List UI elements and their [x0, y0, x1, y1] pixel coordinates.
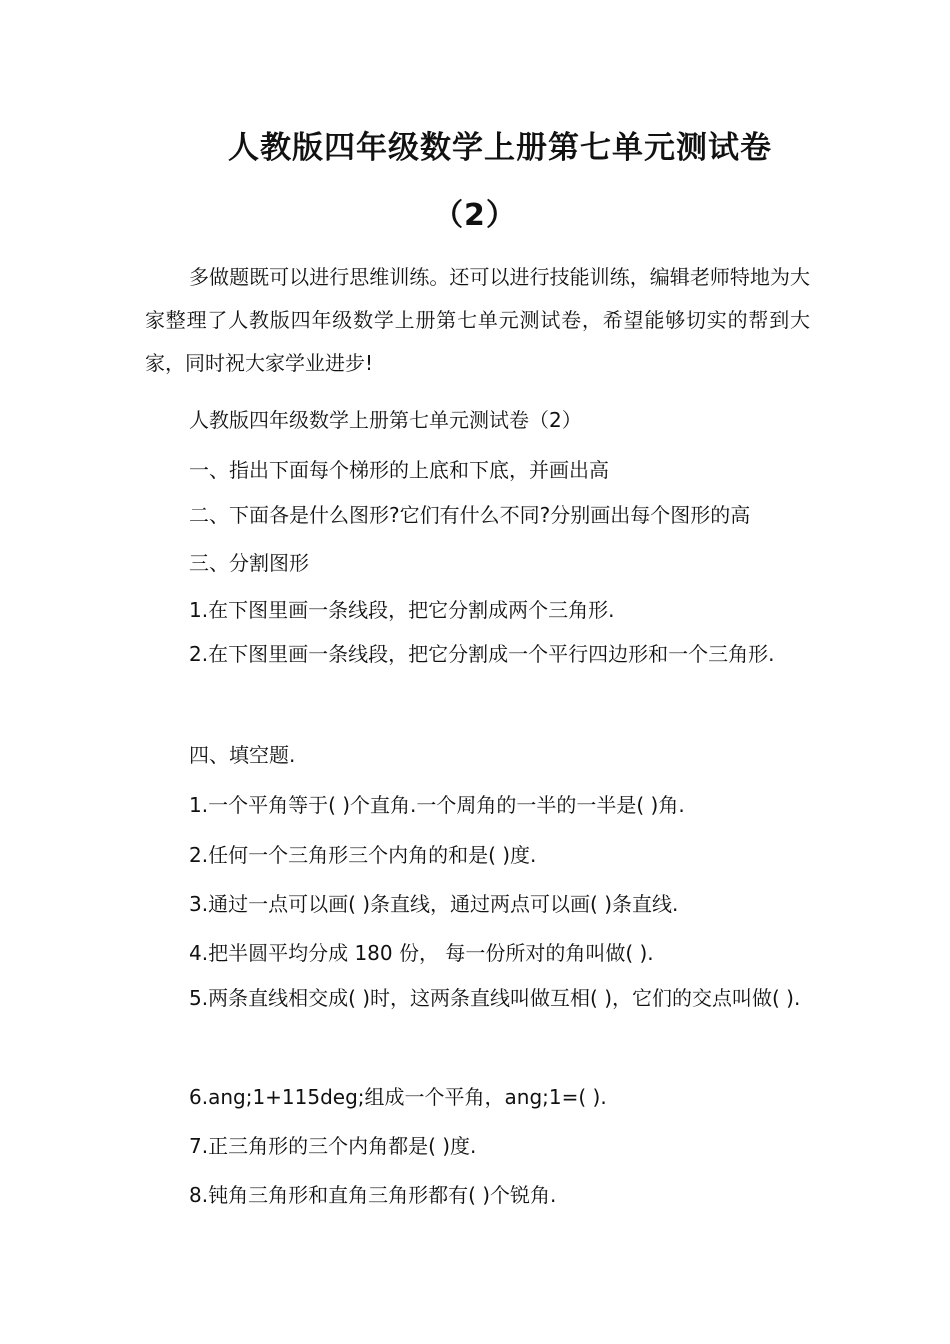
section-4-heading: 四、填空题.	[189, 743, 296, 767]
section-2-heading: 二、下面各是什么图形?它们有什么不同?分别画出每个图形的高	[189, 503, 751, 527]
intro-paragraph: 多做题既可以进行思维训练。还可以进行技能训练，编辑老师特地为大家整理了人教版四年级数学上册第七单元测试卷，希望能够切实的帮到大家，同时祝大家学业进步!	[145, 265, 810, 375]
document-title-number: （2）	[433, 198, 517, 233]
section-4-question-5: 5.两条直线相交成( )时，这两条直线叫做互相( )，它们的交点叫做( ).	[189, 986, 801, 1010]
subtitle: 人教版四年级数学上册第七单元测试卷（2）	[189, 408, 582, 432]
section-4-question-1: 1.一个平角等于( )个直角.一个周角的一半的一半是( )角.	[189, 793, 685, 817]
section-1-heading: 一、指出下面每个梯形的上底和下底，并画出高	[189, 458, 609, 482]
document-title: 人教版四年级数学上册第七单元测试卷	[228, 130, 772, 166]
section-3-question-1: 1.在下图里画一条线段，把它分割成两个三角形.	[189, 598, 615, 622]
section-4-question-6: 6.ang;1+115deg;组成一个平角，ang;1=( ).	[189, 1085, 607, 1109]
section-4-question-4: 4.把半圆平均分成 180 份， 每一份所对的角叫做( ).	[189, 941, 654, 965]
section-4-question-2: 2.任何一个三角形三个内角的和是( )度.	[189, 843, 537, 867]
section-4-question-3: 3.通过一点可以画( )条直线，通过两点可以画( )条直线.	[189, 892, 679, 916]
section-4-question-7: 7.正三角形的三个内角都是( )度.	[189, 1134, 477, 1158]
section-3-question-2: 2.在下图里画一条线段，把它分割成一个平行四边形和一个三角形.	[189, 642, 775, 666]
section-3-heading: 三、分割图形	[189, 551, 309, 575]
section-4-question-8: 8.钝角三角形和直角三角形都有( )个锐角.	[189, 1183, 557, 1207]
